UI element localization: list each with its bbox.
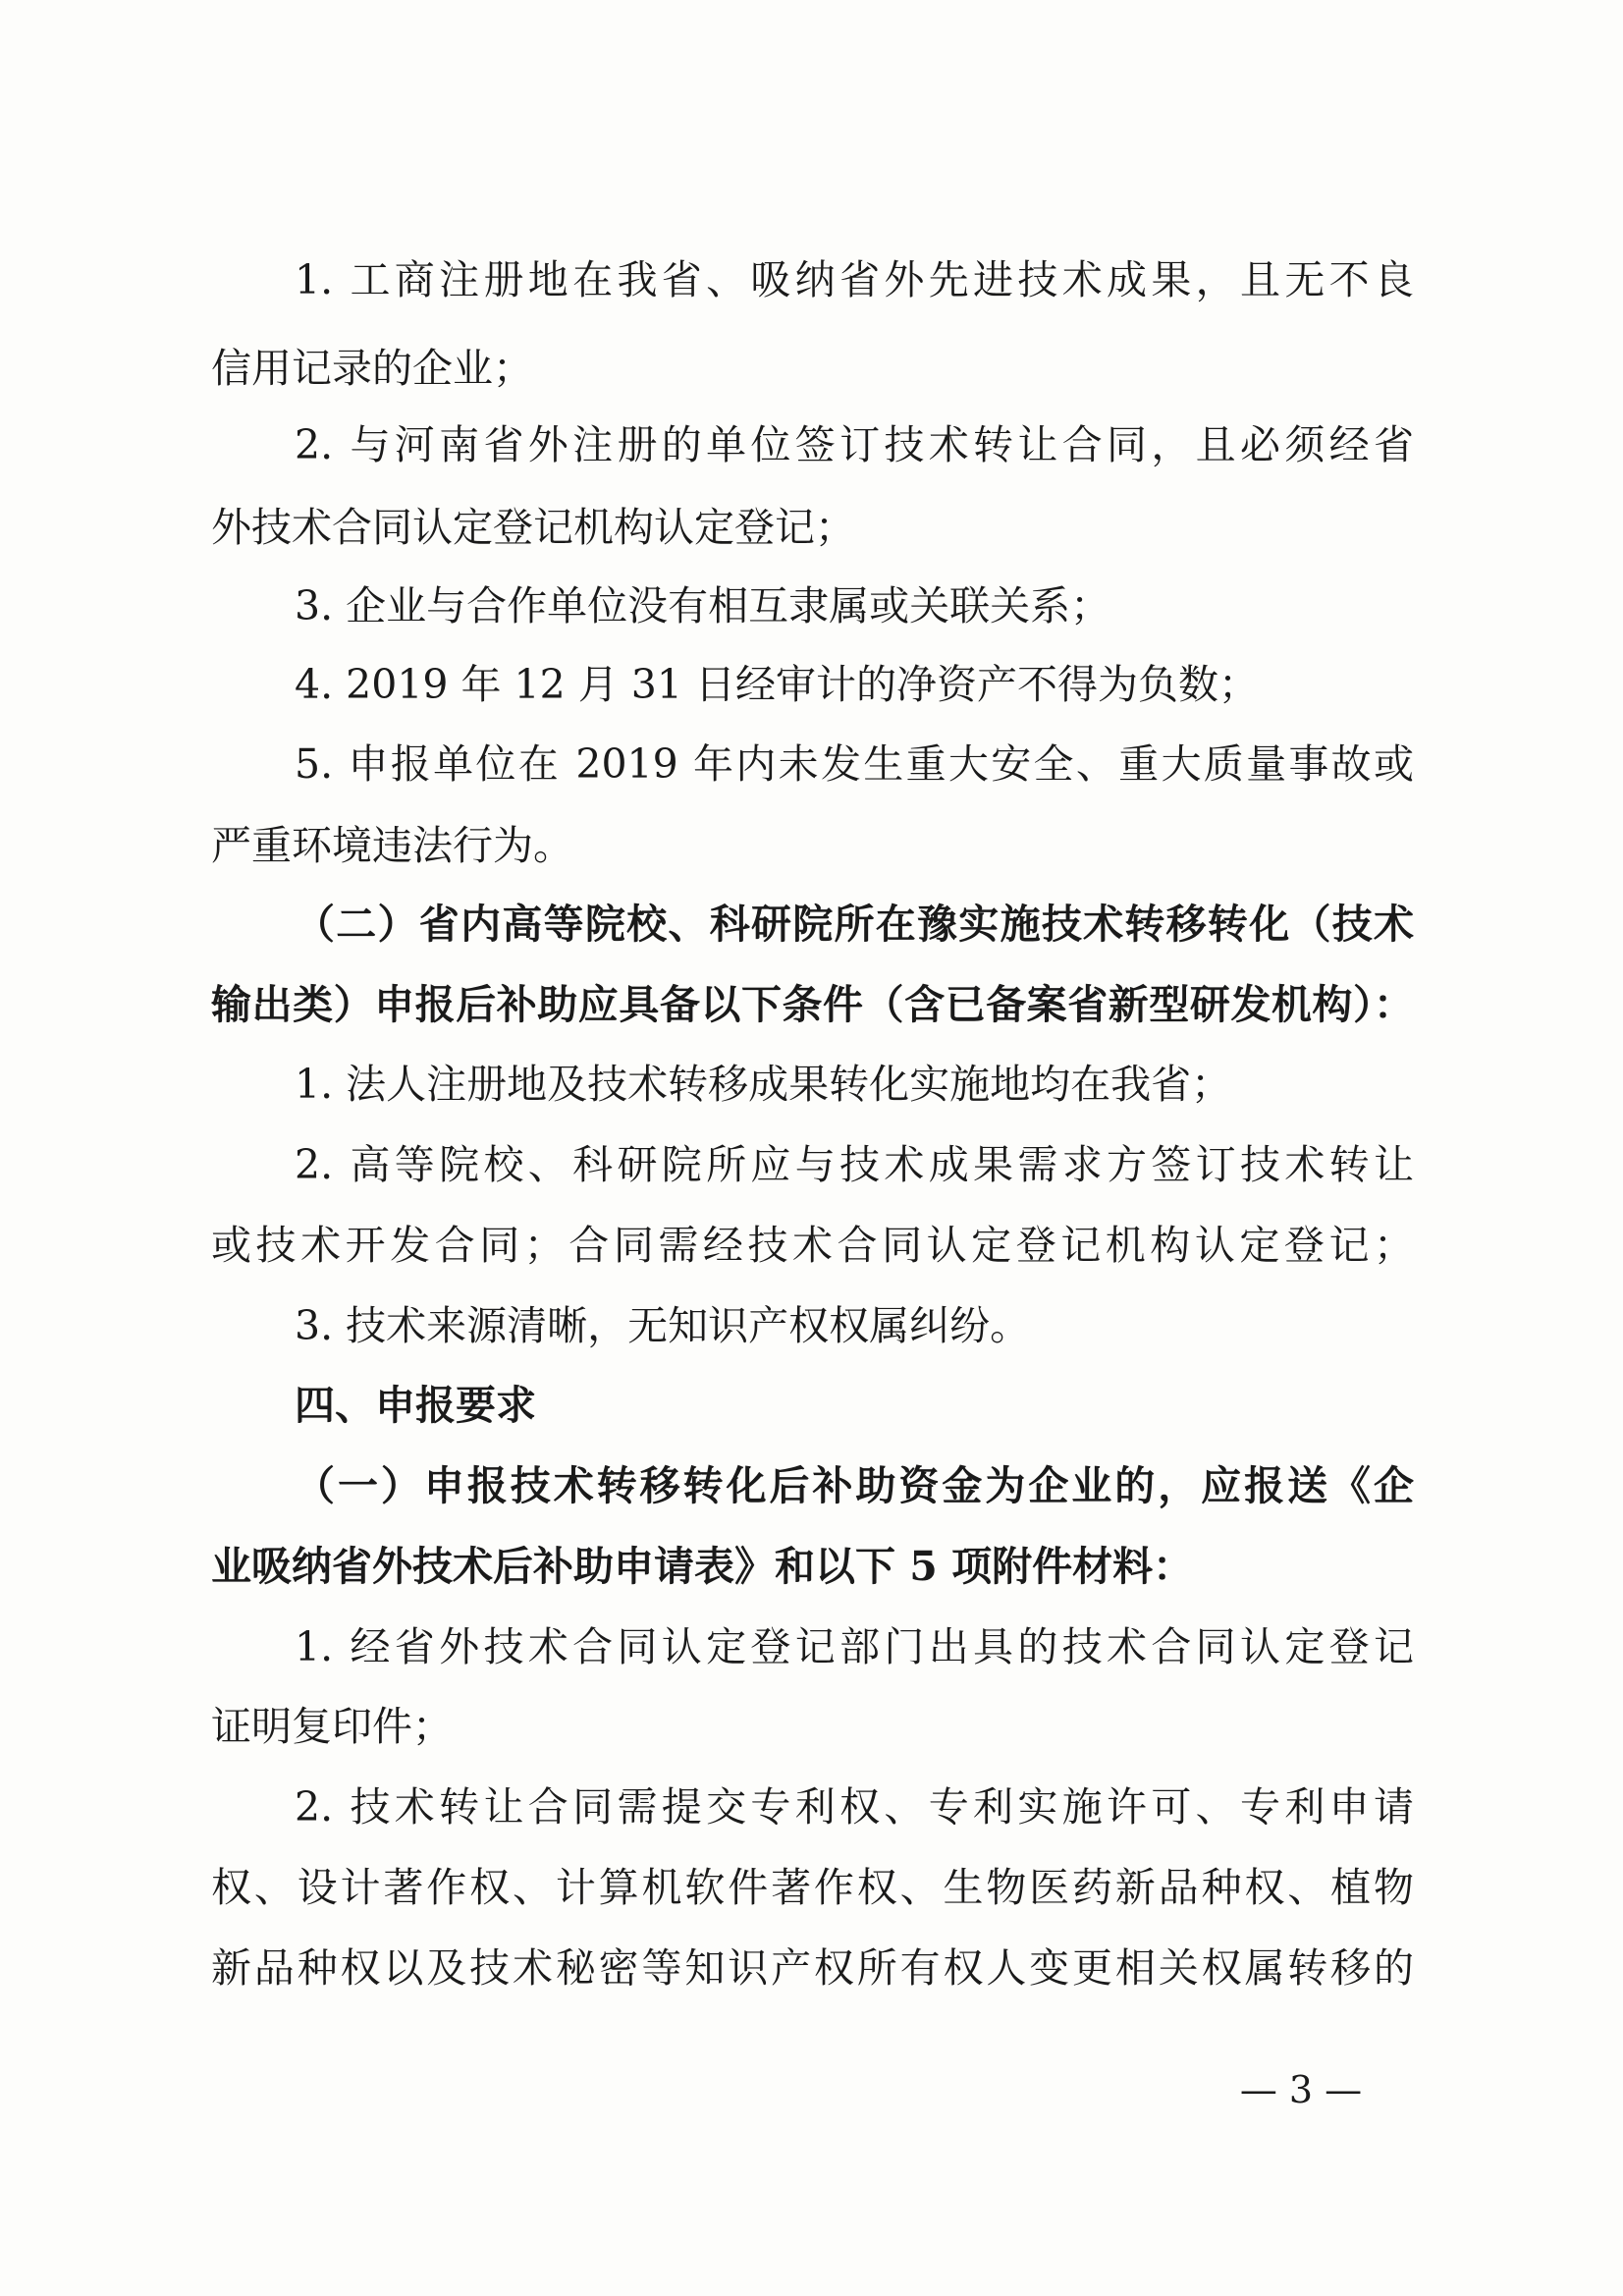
text-line: 2. 技术转让合同需提交专利权、专利实施许可、专利申请	[295, 1783, 1414, 1831]
text-line: （一）申报技术转移转化后补助资金为企业的，应报送《企	[295, 1462, 1414, 1509]
text-line: 1. 工商注册地在我省、吸纳省外先进技术成果，且无不良	[295, 256, 1414, 303]
text-line: 业吸纳省外技术后补助申请表》和以下 5 项附件材料：	[211, 1543, 1194, 1590]
text-line: 4. 2019 年 12 月 31 日经审计的净资产不得为负数；	[295, 661, 1259, 708]
text-line: 四、申报要求	[295, 1382, 536, 1429]
text-line: 证明复印件；	[211, 1703, 453, 1750]
text-line: 1. 法人注册地及技术转移成果转化实施地均在我省；	[295, 1061, 1232, 1108]
text-line: （二）省内高等院校、科研院所在豫实施技术转移转化（技术	[295, 901, 1414, 948]
text-line: 严重环境违法行为。	[211, 822, 573, 869]
text-line: 或技术开发合同；合同需经技术合同认定登记机构认定登记；	[211, 1222, 1414, 1269]
text-line: 1. 经省外技术合同认定登记部门出具的技术合同认定登记	[295, 1623, 1414, 1670]
text-line: 外技术合同认定登记机构认定登记；	[211, 504, 855, 551]
text-line: 3. 技术来源清晰，无知识产权权属纠纷。	[295, 1302, 1031, 1349]
text-line: 2. 与河南省外注册的单位签订技术转让合同，且必须经省	[295, 421, 1414, 468]
text-line: 新品种权以及技术秘密等知识产权所有权人变更相关权属转移的	[211, 1944, 1414, 1992]
text-line: 权、设计著作权、计算机软件著作权、生物医药新品种权、植物	[211, 1864, 1414, 1911]
text-line: 3. 企业与合作单位没有相互隶属或关联关系；	[295, 582, 1111, 629]
text-line: 2. 高等院校、科研院所应与技术成果需求方签订技术转让	[295, 1141, 1414, 1188]
text-line: 输出类）申报后补助应具备以下条件（含已备案省新型研发机构）：	[211, 981, 1414, 1028]
text-line: 信用记录的企业；	[211, 345, 533, 392]
text-line: 5. 申报单位在 2019 年内未发生重大安全、重大质量事故或	[295, 740, 1414, 788]
page-number: — 3 —	[1239, 2068, 1363, 2111]
